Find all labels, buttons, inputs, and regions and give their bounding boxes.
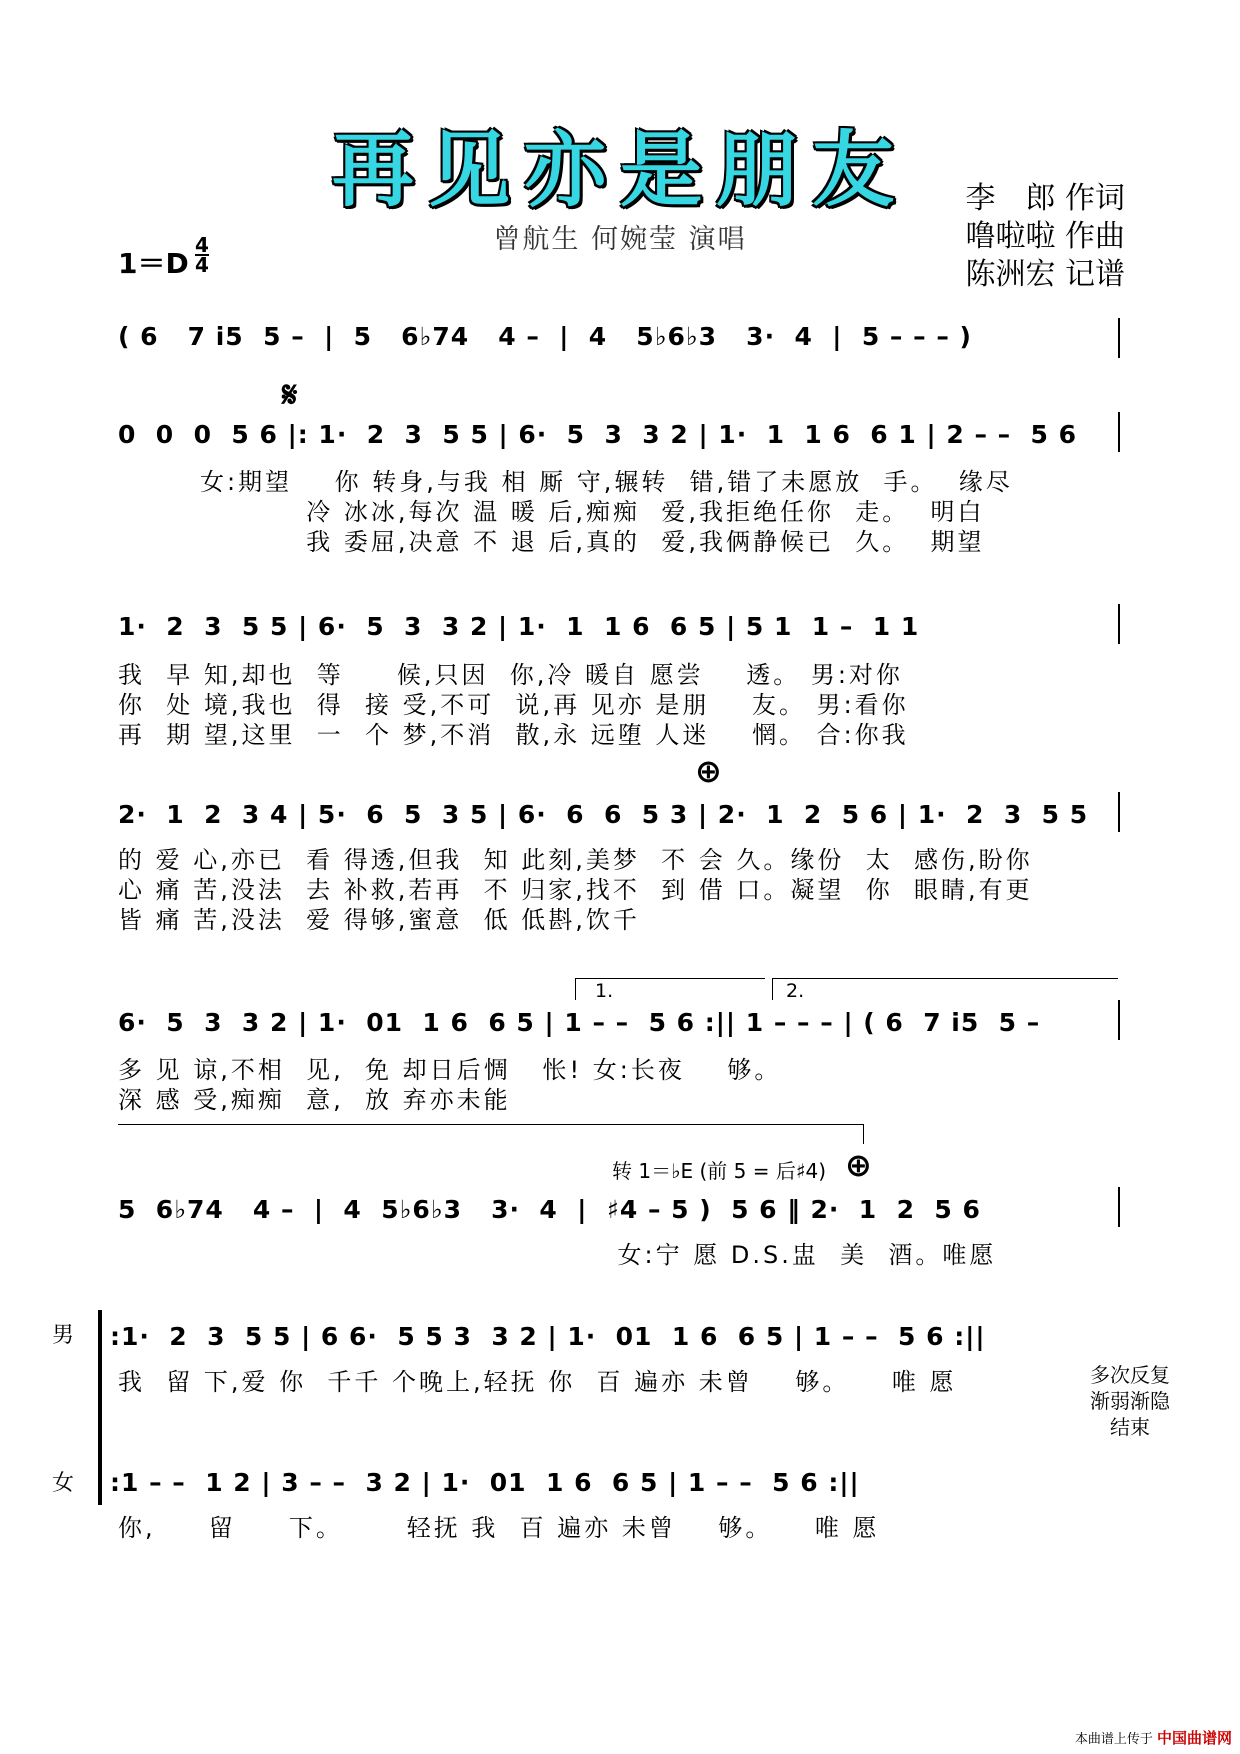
score-line-3: 1· 2 3 5 5 | 6· 5 3 3 2 | 1· 1 1 6 6 5 | 5 1 1 – 1 1: [118, 612, 920, 641]
score-line-8: :1 – – 1 2 | 3 – – 3 2 | 1· 01 1 6 6 5 | 1 – – 5 6 :||: [110, 1468, 860, 1497]
lyrics-5-2: 深 感 受,痴痴 意, 放 弃亦未能: [118, 1086, 511, 1114]
male-part-label: 男: [52, 1323, 75, 1348]
lyrics-4-3: 皆 痛 苦,没法 爱 得够,蜜意 低 低斟,饮千: [118, 906, 640, 934]
credits: [965, 180, 1125, 294]
lyrics-2-2: 冷 冰冰,每次 温 暖 后,痴痴 爱,我拒绝任你 走。 明白: [200, 498, 985, 526]
barline: [1118, 792, 1120, 832]
volta-2-label: 2.: [786, 980, 805, 1002]
coda-sign-2: ⊕: [845, 1146, 872, 1184]
lyrics-5-1: 多 见 谅,不相 见, 免 却日后惆 怅! 女:长夜 够。: [118, 1056, 782, 1084]
lyrics-3-3: 再 期 望,这里 一 个 梦,不消 散,永 远堕 人迷 惘。 合:你我: [118, 721, 909, 749]
footer-upload-text: 本曲谱上传于: [1074, 1732, 1153, 1747]
system-brace: [98, 1310, 102, 1505]
volta-2-bracket: [772, 978, 1118, 979]
footer-brand[interactable]: 中国曲谱网: [1156, 1729, 1232, 1747]
lyrics-7-1: 我 留 下,爱 你 千千 个晚上,轻抚 你 百 遍亦 未曾 够。 唯 愿: [118, 1368, 957, 1396]
score-line-4: 2· 1 2 3 4 | 5· 6 5 3 5 | 6· 6 6 5 3 | 2· 1 2 5 6 | 1· 2 3 5 5: [118, 800, 1089, 829]
barline: [1118, 604, 1120, 644]
volta-1-label: 1.: [595, 980, 614, 1002]
barline: [1118, 412, 1120, 452]
singers: 曾航生 何婉莹 演唱: [493, 224, 747, 255]
score-line-5: 6· 5 3 3 2 | 1· 01 1 6 6 5 | 1 – – 5 6 :|| 1 – – – | ( 6 7 i5 5 –: [118, 1008, 1041, 1037]
barline: [1118, 1187, 1120, 1227]
ending-instruction: [1090, 1362, 1170, 1440]
lyrics-2-3: 我 委屈,决意 不 退 后,真的 爱,我俩静候已 久。 期望: [200, 528, 985, 556]
key-signature: 1＝D: [118, 247, 189, 280]
ending-line-2: 渐弱渐隐: [1090, 1389, 1170, 1413]
score-line-1: ( 6 7 i5 5 – | 5 6♭74 4 – | 4 5♭6♭3 3· 4 | 5 – – – ): [118, 322, 972, 351]
tie-line: [118, 1124, 863, 1125]
time-signature: [195, 233, 209, 277]
ending-line-1: 多次反复: [1090, 1363, 1170, 1387]
lyrics-4-2: 心 痛 苦,没法 去 补救,若再 不 归家,找不 到 借 口。凝望 你 眼睛,有更: [118, 876, 1033, 904]
time-bottom: 4: [195, 253, 209, 277]
lyricist: 李 郎 作词: [965, 181, 1125, 216]
lyrics-8-1: 你, 留 下。 轻抚 我 百 遍亦 未曾 够。 唯 愿: [118, 1514, 880, 1542]
lyrics-2-1: 女:期望 你 转身,与我 相 厮 守,辗转 错,错了未愿放 手。 缘尽: [200, 468, 1013, 496]
ending-line-3: 结束: [1110, 1415, 1150, 1439]
score-line-7: :1· 2 3 5 5 | 6 6· 5 5 3 3 2 | 1· 01 1 6 6 5 | 1 – – 5 6 :||: [110, 1322, 986, 1351]
coda-sign: ⊕: [695, 752, 722, 790]
song-title: 再见亦是朋友: [331, 123, 908, 218]
barline: [1118, 1000, 1120, 1040]
score-line-2: 0 0 0 5 6 |: 1· 2 3 5 5 | 6· 5 3 3 2 | 1· 1 1 6 6 1 | 2 – – 5 6: [118, 420, 1078, 449]
composer: 噜啦啦 作曲: [965, 219, 1125, 254]
lyrics-4-1: 的 爱 心,亦已 看 得透,但我 知 此刻,美梦 不 会 久。缘份 太 感伤,盼你: [118, 846, 1033, 874]
transcriber: 陈洲宏 记谱: [965, 257, 1125, 292]
volta-1-bracket: [575, 978, 765, 979]
footer: [1075, 1727, 1232, 1748]
segno-sign: 𝄋: [282, 375, 298, 416]
lyrics-6-1: 女:宁 愿 D.S.盅 美 酒。唯愿: [118, 1241, 997, 1269]
barline: [1118, 318, 1120, 358]
female-part-label: 女: [52, 1471, 75, 1496]
time-top: 4: [195, 233, 209, 257]
volta-1-bracket-edge: [575, 978, 576, 1000]
volta-2-bracket-edge: [772, 978, 773, 1000]
lyrics-3-1: 我 早 知,却也 等 候,只因 你,冷 暖自 愿尝 透。 男:对你: [118, 661, 903, 689]
lyrics-3-2: 你 处 境,我也 得 接 受,不可 说,再 见亦 是朋 友。 男:看你: [118, 691, 909, 719]
modulation-label: 转 1＝♭E (前 5 = 后♯4): [612, 1159, 827, 1183]
tie-line-edge: [863, 1124, 864, 1144]
score-line-6: 5 6♭74 4 – | 4 5♭6♭3 3· 4 | ♯4 – 5 ) 5 6 ‖ 2· 1 2 5 6: [118, 1195, 981, 1224]
